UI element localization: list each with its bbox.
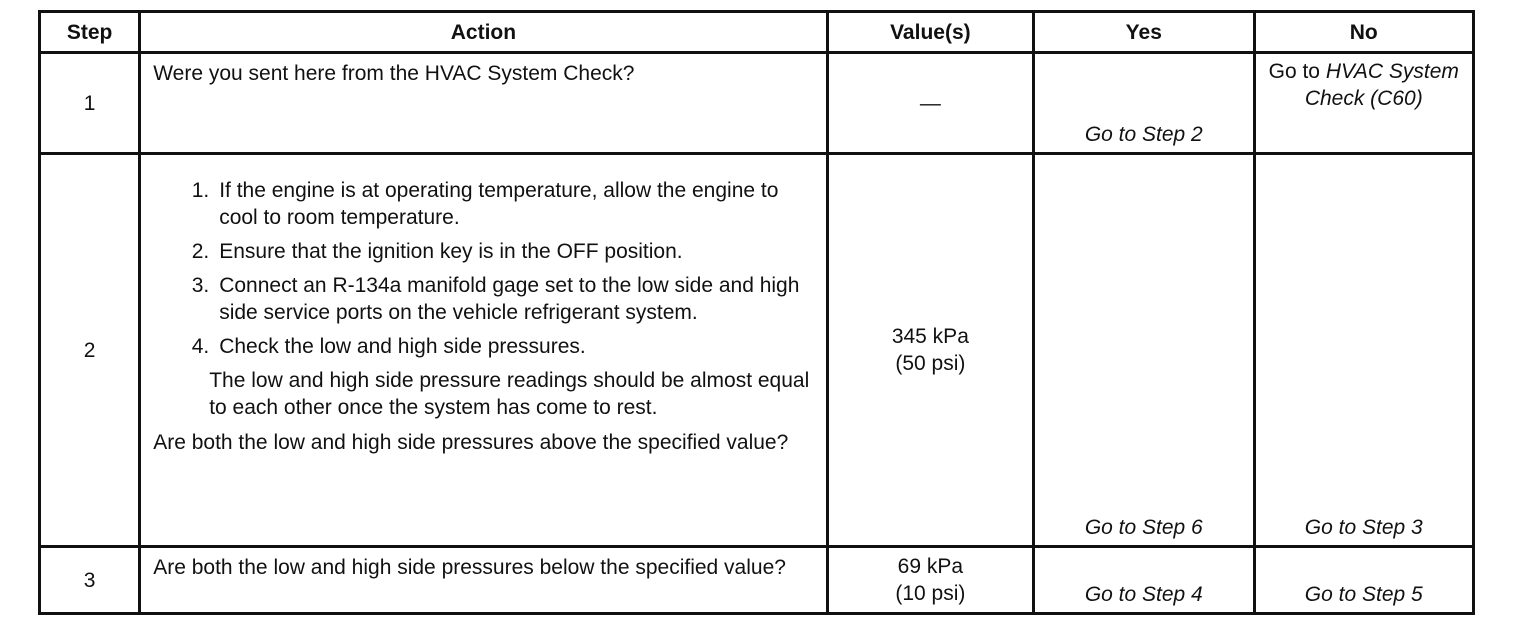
action-cell [140,547,827,614]
no-cell [1254,547,1473,614]
list-item [173,238,815,265]
value-kpa: 345 kPa [891,325,969,348]
action-question: Were you sent here from the HVAC System Check? [153,62,635,85]
header-yes: Yes [1034,12,1254,53]
table-row [40,547,1474,614]
header-no: No [1254,12,1473,53]
action-question: Are both the low and high side pressures above the specified value? [153,431,789,454]
table-row [40,53,1474,154]
header-row [40,12,1474,53]
action-cell [140,53,827,154]
instruction-list [153,177,815,360]
value-cell [827,154,1033,547]
no-cell [1254,53,1473,154]
instruction-number: 1. [191,179,210,202]
yes-cell [1034,53,1254,154]
instruction-number: 4. [191,335,210,358]
step-number: 1 [40,53,140,154]
list-item [173,177,815,231]
diagnostic-table [38,10,1475,615]
action-question: Are both the low and high side pressures below the specified value? [153,556,786,579]
header-action: Action [140,12,827,53]
value-text: — [919,91,941,115]
instruction-text: If the engine is at operating temperature, allow the engine to cool to room temperature. [219,179,779,229]
yes-cell [1034,154,1254,547]
value-psi: (50 psi) [895,352,966,375]
yes-goto-link[interactable]: Go to Step 4 [1084,583,1203,606]
value-psi: (10 psi) [895,582,966,605]
value-kpa: 69 kPa [897,555,964,578]
no-cell [1254,154,1473,547]
instruction-text: Ensure that the ignition key is in the OFF position. [219,240,683,263]
list-item [173,333,815,360]
instruction-text: Check the low and high side pressures. [219,335,586,358]
instruction-text: Connect an R-134a manifold gage set to the low side and high side service ports on the vehicle refrigerant system. [219,274,800,324]
action-cell [140,154,827,547]
no-goto-link[interactable]: Go to Step 5 [1304,583,1423,606]
header-values: Value(s) [827,12,1033,53]
yes-cell [1034,547,1254,614]
table-row [40,154,1474,547]
step-number: 2 [40,154,140,547]
instruction-number: 2. [191,240,210,263]
no-goto-prefix: Go to [1268,60,1320,83]
step-number: 3 [40,547,140,614]
yes-goto-link[interactable]: Go to Step 6 [1084,516,1203,539]
list-item [173,272,815,326]
instruction-note: The low and high side pressure readings should be almost equal to each other once the system has come to rest. [209,369,810,419]
yes-goto-link[interactable]: Go to Step 2 [1084,123,1203,146]
no-goto-link[interactable]: HVAC System Check (C60) [1304,60,1459,110]
no-goto-link[interactable]: Go to Step 3 [1304,516,1423,539]
value-cell [827,547,1033,614]
value-cell [827,53,1033,154]
header-step: Step [40,12,140,53]
instruction-number: 3. [191,274,210,297]
